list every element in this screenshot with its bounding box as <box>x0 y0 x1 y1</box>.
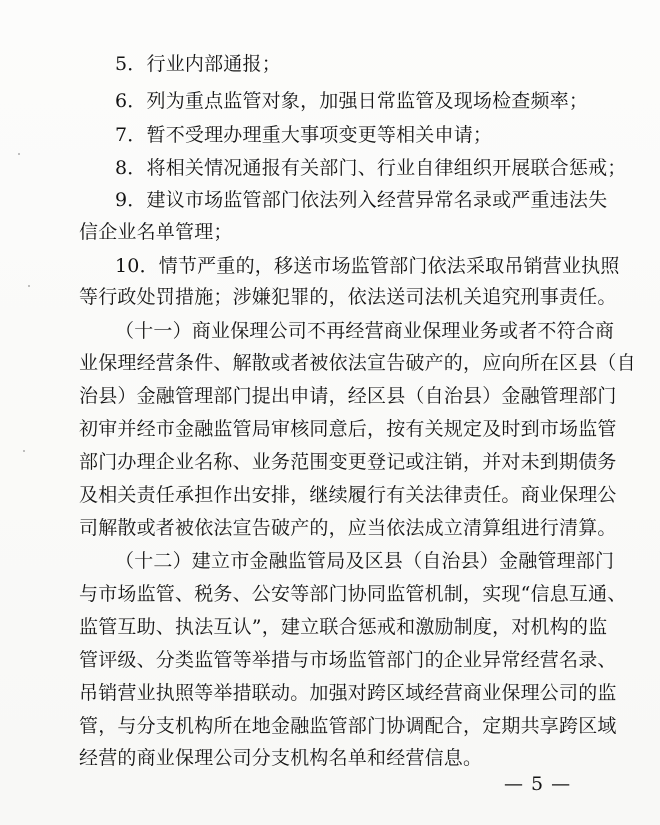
text-line: 吊销营业执照等举措联动。加强对跨区域经营商业保理公司的监 <box>79 682 617 704</box>
scan-speck <box>28 285 30 287</box>
scan-speck <box>23 450 25 452</box>
text-line: （十一）商业保理公司不再经营商业保理业务或者不符合商 <box>115 320 615 342</box>
text-line: （十二）建立市金融监管局及区县（自治县）金融管理部门 <box>115 550 615 572</box>
text-line: 等行政处罚措施；涉嫌犯罪的，依法送司法机关追究刑事责任。 <box>79 286 617 308</box>
text-line: 司解散或者被依法宣告破产的，应当依法成立清算组进行清算。 <box>79 517 617 539</box>
text-line: 业保理经营条件、解散或者被依法宣告破产的，应向所在区县（自 <box>79 352 636 374</box>
text-line: 9．建议市场监管部门依法列入经营异常名录或严重违法失 <box>115 189 608 211</box>
text-line: 经营的商业保理公司分支机构名单和经营信息。 <box>79 747 483 769</box>
text-line: 10．情节严重的，移送市场监管部门依法采取吊销营业执照 <box>115 255 620 277</box>
scan-speck <box>18 153 20 155</box>
text-line: 信企业名单管理； <box>79 221 233 243</box>
text-line: 部门办理企业名称、业务范围变更登记或注销，并对未到期债务 <box>79 451 617 473</box>
text-line: 及相关责任承担作出安排，继续履行有关法律责任。商业保理公 <box>79 484 617 506</box>
text-line: 6．列为重点监管对象，加强日常监管及现场检查频率； <box>115 90 589 112</box>
text-line: 与市场监管、税务、公安等部门协同监管机制，实现“信息互通、 <box>79 583 627 605</box>
text-line: 初审并经市金融监管局审核同意后，按有关规定及时到市场监管 <box>79 418 617 440</box>
text-line: 7．暂不受理办理重大事项变更等相关申请； <box>115 124 493 146</box>
text-line: 5．行业内部通报； <box>115 53 281 75</box>
text-line: 管评级、分类监管等举措与市场监管部门的企业异常经营名录、 <box>79 649 617 671</box>
text-line: 管，与分支机构所在地金融监管部门协调配合，定期共享跨区域 <box>79 715 617 737</box>
text-line: 治县）金融管理部门提出申请，经区县（自治县）金融管理部门 <box>79 385 617 407</box>
text-line: 监管互助、执法互认”，建立联合惩戒和激励制度，对机构的监 <box>79 616 608 638</box>
page-number: — 5 — <box>504 773 572 795</box>
text-line: 8．将相关情况通报有关部门、行业自律组织开展联合惩戒； <box>115 157 627 179</box>
